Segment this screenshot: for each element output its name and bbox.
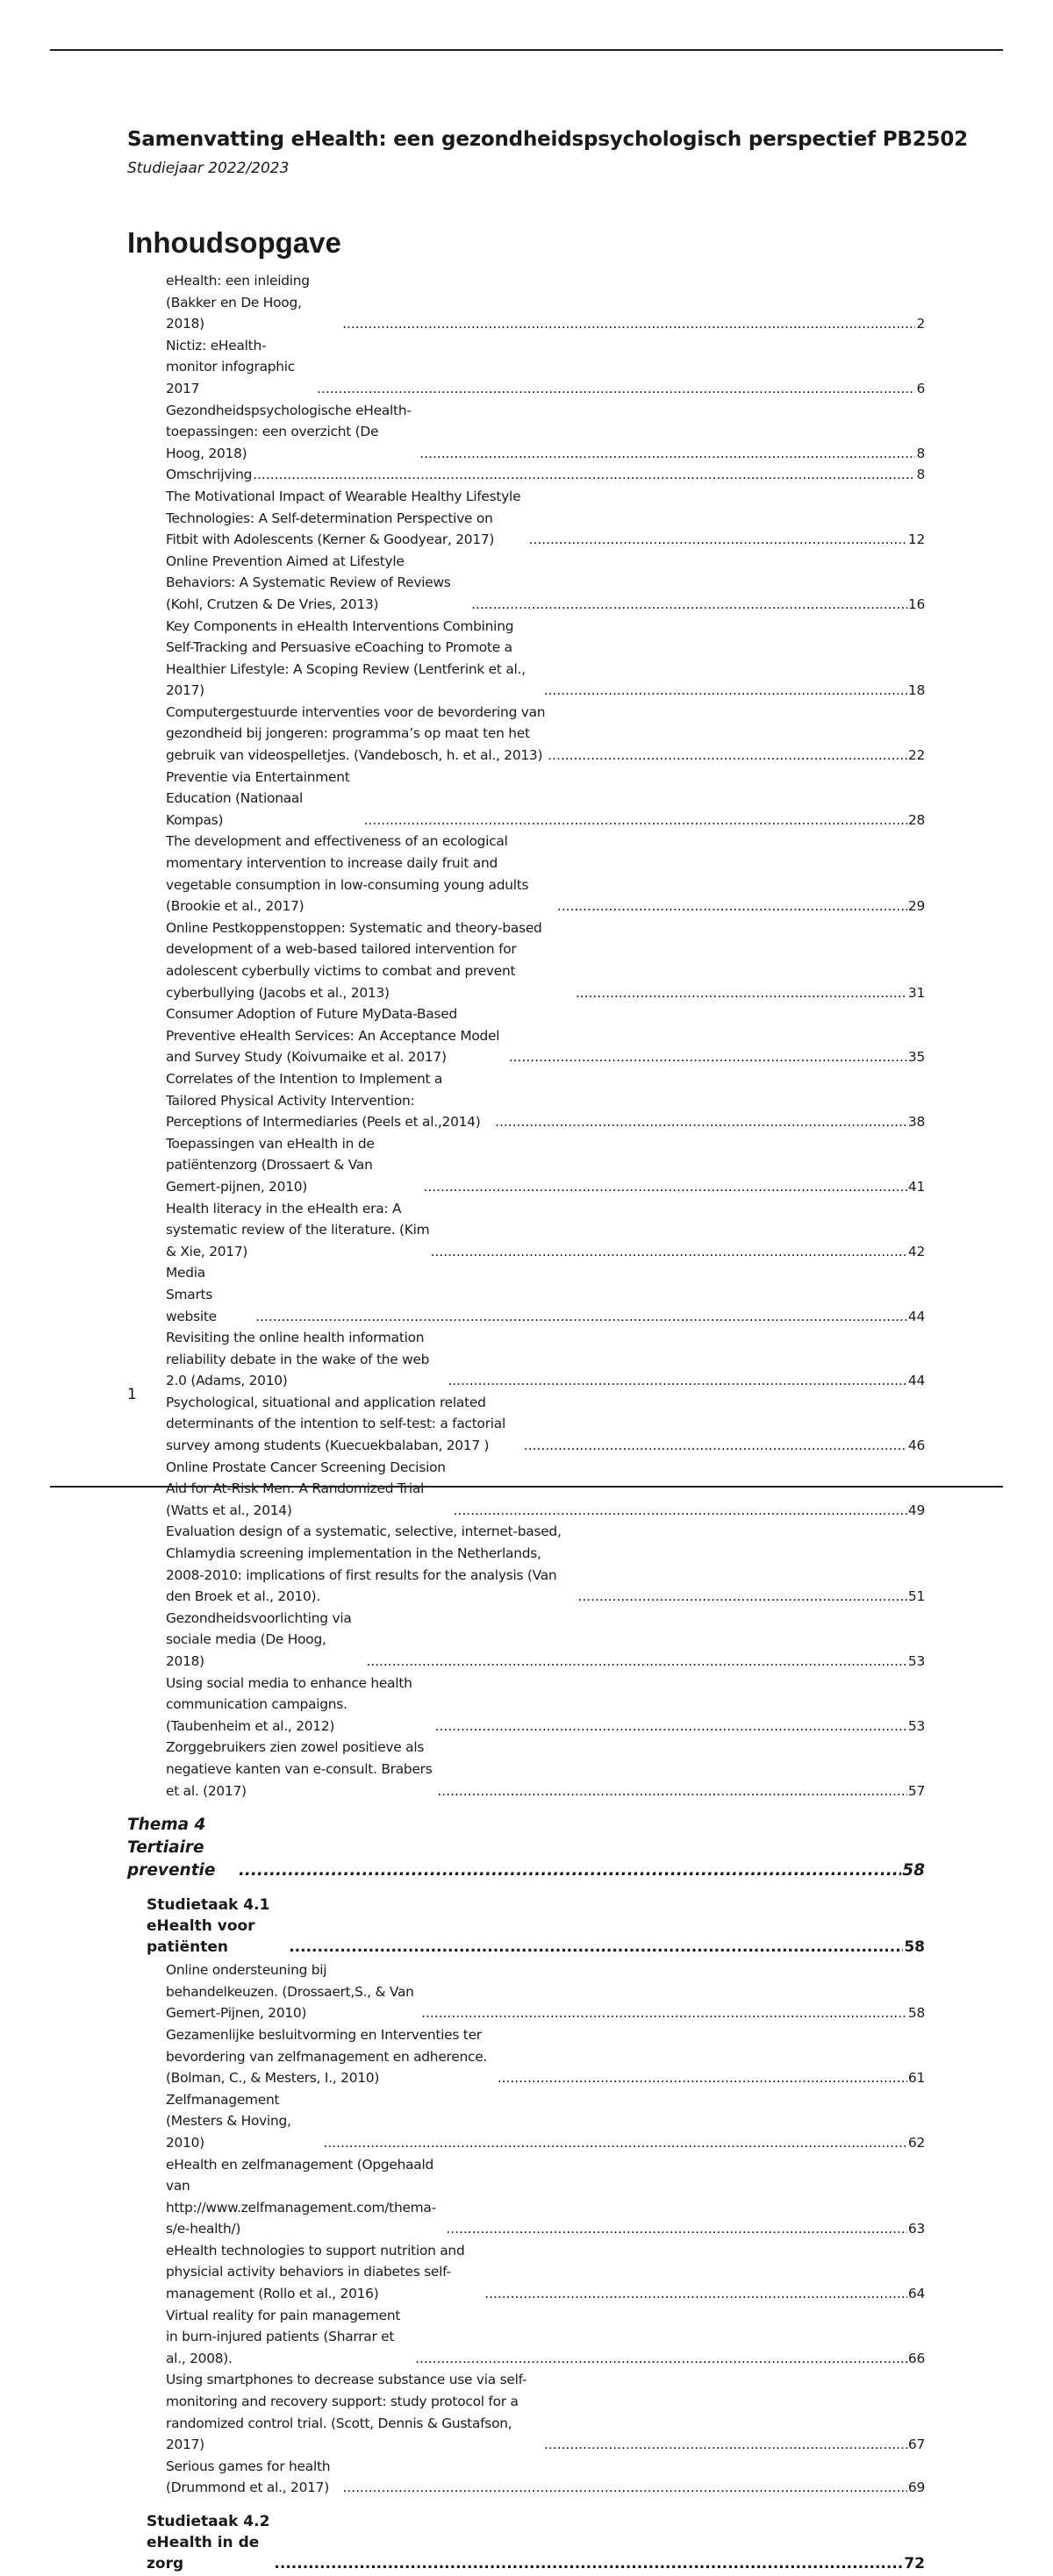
toc-leader [421,2002,907,2024]
toc-entry-title: Studietaak 4.2 eHealth in de zorg [147,2513,270,2572]
toc-entry-title: Toepassingen van eHealth in de patiëntenzorg (Drossaert & Van Gemert-pijnen, 2010) [166,1135,375,1195]
toc-entry[interactable] [166,1457,925,1522]
toc-entry[interactable] [166,1521,925,1607]
toc-entry-page: 44 [907,1308,925,1324]
toc-entry[interactable] [166,1262,925,1327]
toc-leader [253,464,915,486]
toc-leader [419,443,915,465]
toc-entry[interactable] [166,464,925,486]
toc-entry[interactable] [166,2154,925,2240]
toc-entry[interactable] [166,1327,925,1392]
toc-entry-title: Revisiting the online health information reliability debate in the wake of the web 2.0 (Adams, 2010) [166,1330,430,1389]
toc-entry-page: 58 [902,1861,925,1880]
toc-leader [342,313,915,335]
toc-entry[interactable] [166,2240,925,2305]
toc-entry-title: Thema 4 Tertiaire preventie [127,1816,216,1880]
toc-entry[interactable] [166,1959,925,2024]
toc-entry-title: Studietaak 4.1 eHealth voor patiënten [147,1896,270,1957]
toc-leader [548,745,907,767]
toc-entry-page: 72 [904,2555,925,2572]
page-number: 1 [127,1386,137,1403]
toc-entry-title: Gezondheidspsychologische eHealth-toepassingen: een overzicht (De Hoog, 2018) [166,402,412,461]
toc-entry-title: Nictiz: eHealth-monitor infographic 2017 [166,337,296,396]
toc-entry-page: 41 [907,1178,925,1195]
toc-leader [544,2434,907,2456]
toc-heading: Inhoudsopgave [127,226,341,259]
toc-entry-title: Psychological, situational and application related determinants of the intention to self-test: a factorial survey among students (Kuecuekbalaban, 2017 ) [166,1394,506,1454]
toc-entry-page: 61 [907,2070,925,2087]
toc-entry-title: Virtual reality for pain management in burn-injured patients (Sharrar et al., 2008). [166,2307,401,2366]
toc-entry-title: Serious games for health (Drummond et al., 2017) [166,2458,331,2496]
toc-leader [557,896,907,917]
toc-entry-page: 66 [907,2350,925,2366]
toc-entry-page: 63 [907,2221,925,2237]
toc-leader [437,1780,907,1802]
toc-leader [529,529,907,551]
toc-leader [484,2283,907,2305]
toc-entry-title: Gezamenlijke besluitvorming en Interventies ter bevordering van zelfmanagement en adherence. (Bolman, C., & Mesters, I., 2010) [166,2026,488,2087]
toc-entry-page: 53 [907,1653,925,1669]
toc-section[interactable] [147,2511,925,2574]
toc-entry-title: Media Smarts website [166,1265,217,1324]
toc-entry-page: 58 [904,1938,925,1957]
toc-leader [544,680,907,702]
toc-entry-title: Preventie via Entertainment Education (Nationaal Kompas) [166,768,350,828]
toc-leader [431,1241,907,1263]
toc-entry[interactable] [166,2089,925,2154]
toc-entry-title: Omschrijving [166,467,253,483]
toc-entry-page: 53 [907,1717,925,1734]
toc-entry-page: 69 [907,2480,925,2496]
toc-entry-page: 31 [907,984,925,1001]
toc-entry[interactable] [166,1392,925,1457]
toc-entry-title: Computergestuurde interventies voor de bevordering van gezondheid bij jongeren: programma’s op maat ten het gebruik van videospelletjes. (Vandebosch, h. et al., 2013) [166,703,546,764]
document-subtitle: Studiejaar 2022/2023 [127,160,290,177]
toc-entry-title: Online Prostate Cancer Screening Decision Aid for At-Risk Men: A Randomized Trial (Watts et al., 2014) [166,1459,446,1518]
toc-entry[interactable] [166,2024,925,2089]
toc-entry[interactable] [166,1608,925,1673]
toc-leader [509,1046,907,1068]
toc-entry[interactable] [166,1673,925,1738]
toc-entry-page: 42 [907,1243,925,1259]
toc-entry-page: 67 [907,2437,925,2453]
toc-entry-page: 49 [907,1502,925,1518]
toc-entry-title: The development and effectiveness of an ecological momentary intervention to increase daily fruit and vegetable consumption in low-consuming young adults (Brookie et al., 2017) [166,833,529,915]
toc-leader [423,1176,906,1198]
toc-entry[interactable] [166,1737,925,1802]
toc-entry[interactable] [166,917,925,1003]
toc-entry[interactable] [166,1198,925,1263]
toc-entry-title: Online ondersteuning bij behandelkeuzen. (Drossaert,S., & Van Gemert-Pijnen, 2010) [166,1962,414,2022]
toc-entry-page: 12 [907,532,925,548]
toc-entry-page: 62 [907,2134,925,2151]
toc-entry-page: 51 [907,1588,925,1605]
toc-entry-page: 8 [916,445,925,461]
toc-entry[interactable] [166,1068,925,1133]
toc-entry-page: 6 [916,380,925,396]
toc-entry-page: 8 [916,467,925,483]
toc-leader [576,982,907,1004]
toc-entry-title: Gezondheidsvoorlichting via sociale media (De Hoog, 2018) [166,1609,352,1669]
toc-leader [524,1435,907,1457]
toc-entry-page: 46 [907,1438,925,1454]
toc-leader [342,2477,906,2499]
toc-entry-title: The Motivational Impact of Wearable Healthy Lifestyle Technologies: A Self-determination Perspective on Fitbit with Adolescents (Kerner & Goodyear, 2017) [166,488,521,548]
document-title: Samenvatting eHealth: een gezondheidspsychologisch perspectief PB2502 [127,128,968,151]
toc-entry-title: Using smartphones to decrease substance use via self-monitoring and recovery support: study protocol for a randomized control trial. (Scott, Dennis & Gustafson, 2017) [166,2372,527,2453]
toc-entry[interactable] [166,1003,925,1068]
toc-leader [239,1859,901,1882]
toc-entry-title: Evaluation design of a systematic, selective, internet-based, Chlamydia screening implementation in the Netherlands, 2008-2010: implications of first results for the analysis (Van den Broek et al., 2010). [166,1523,562,1605]
toc-leader [498,2067,907,2089]
toc-leader [435,1716,907,1738]
toc-entry[interactable] [166,1133,925,1198]
toc-entry-title: Online Prevention Aimed at Lifestyle Behaviors: A Systematic Review of Reviews (Kohl, Crutzen & De Vries, 2013) [166,553,451,612]
toc-entry-title: eHealth: een inleiding (Bakker en De Hoog, 2018) [166,273,310,332]
toc-entry-page: 44 [907,1373,925,1389]
toc-entry-title: Consumer Adoption of Future MyData-Based Preventive eHealth Services: An Acceptance Model and Survey Study (Koivumaike et al. 2017) [166,1006,500,1066]
toc-leader [577,1586,906,1608]
toc-entry-page: 16 [907,596,925,612]
toc-leader [446,2218,907,2240]
toc-entry-page: 35 [907,1049,925,1066]
toc-entry-page: 28 [907,811,925,828]
toc-entry-title: Key Components in eHealth Interventions Combining Self-Tracking and Persuasive eCoaching to Promote a Healthier Lifestyle: A Scoping Review (Lentferink et al., 2017) [166,617,526,699]
toc-entry-page: 18 [907,682,925,699]
toc-entry-title: eHealth technologies to support nutrition and physicial activity behaviors in diabetes self-management (Rollo et al., 2016) [166,2242,465,2302]
toc-leader [471,594,907,616]
toc-chapter[interactable] [127,1814,925,1882]
toc-entry[interactable] [166,2456,925,2499]
toc-entry[interactable] [166,486,925,551]
toc-leader [366,1651,907,1673]
toc-entry[interactable] [166,2305,925,2370]
toc-entry-page: 29 [907,898,925,915]
toc-leader [274,2553,903,2574]
toc-entry[interactable] [166,400,925,465]
toc-entry[interactable] [166,702,925,767]
toc-leader [317,378,915,400]
toc-entry-title: Zelfmanagement (Mesters & Hoving, 2010) [166,2091,291,2151]
footer-rule [50,1486,1003,1488]
toc-entry-page: 38 [907,1114,925,1131]
toc-entry[interactable] [166,767,925,831]
toc-leader [289,1937,903,1958]
toc-entry-page: 58 [907,2005,925,2022]
toc-entry-title: eHealth en zelfmanagement (Opgehaald van http://www.zelfmanagement.com/thema-s/e-health/) [166,2156,436,2237]
toc-entry[interactable] [166,2369,925,2455]
toc-entry-title: Using social media to enhance health communication campaigns. (Taubenheim et al., 2012) [166,1674,412,1734]
toc-entry[interactable] [166,551,925,616]
toc-entry[interactable] [166,270,925,335]
toc-section[interactable] [147,1895,925,1958]
toc-leader [323,2132,907,2154]
toc-leader [415,2348,907,2370]
toc-leader [454,1500,907,1522]
toc-entry-title: Correlates of the Intention to Implement a Tailored Physical Activity Intervention: Perceptions of Intermediaries (Peels et al.,2014) [166,1070,481,1131]
toc-entry-page: 57 [907,1782,925,1799]
toc-entry-title: Health literacy in the eHealth era: A systematic review of the literature. (Kim & Xie, 2017) [166,1200,430,1259]
toc-leader [255,1306,907,1328]
toc-leader [364,810,907,831]
toc-entry-title: Zorggebruikers zien zowel positieve als negatieve kanten van e-consult. Brabers et al. (2017) [166,1739,433,1799]
table-of-contents [0,270,1053,2576]
toc-leader [448,1370,907,1392]
toc-entry-page: 2 [916,316,925,332]
toc-leader [495,1111,907,1133]
toc-entry[interactable] [166,616,925,702]
toc-entry-page: 22 [907,747,925,764]
toc-entry[interactable] [166,335,925,400]
toc-entry-page: 64 [907,2286,925,2302]
header-rule [50,49,1003,51]
toc-entry[interactable] [166,831,925,917]
toc-entry-title: Online Pestkoppenstoppen: Systematic and theory-based development of a web-based tailored intervention for adolescent cyberbully victims to combat and prevent cyberbullying (Jacobs et al., 2013) [166,919,542,1001]
